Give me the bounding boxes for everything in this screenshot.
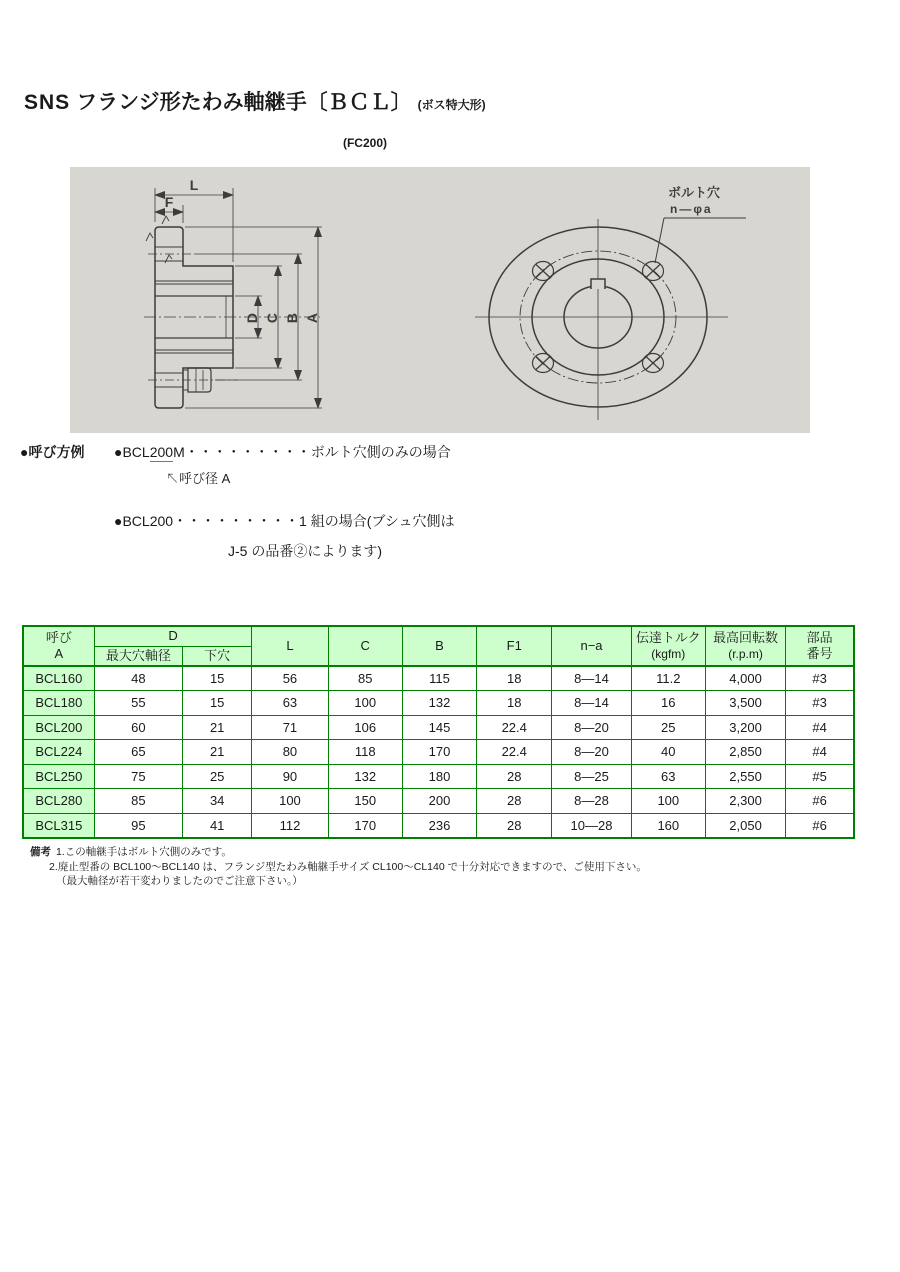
naming-example-1-annotation: ↖呼び径 A xyxy=(166,471,231,486)
value-cell: 8—20 xyxy=(552,715,631,740)
value-cell: 90 xyxy=(252,764,328,789)
table-row xyxy=(23,740,854,765)
value-cell: 200 xyxy=(402,789,476,814)
dim-label-A: A xyxy=(304,312,320,324)
model-cell: BCL280 xyxy=(23,789,94,814)
col-header-b: B xyxy=(402,626,476,666)
value-cell: 8—28 xyxy=(552,789,631,814)
value-cell: 2,550 xyxy=(705,764,785,789)
spec-table-body xyxy=(23,666,854,838)
value-cell: 48 xyxy=(94,666,182,691)
col-header-c: C xyxy=(328,626,402,666)
value-cell: 180 xyxy=(402,764,476,789)
note-line-2: 2.廃止型番の BCL100〜BCL140 は、フランジ型たわみ軸継手サイズ CL100〜CL140 で十分対応できますので、ご使用下さい。 xyxy=(49,860,647,873)
col-header-name xyxy=(23,626,94,666)
value-cell: #3 xyxy=(786,691,854,716)
value-cell: 18 xyxy=(477,666,552,691)
col-header-d-max: 最大穴軸径 xyxy=(94,646,182,666)
value-cell: 15 xyxy=(183,691,252,716)
dim-label-F: F xyxy=(164,194,174,210)
model-cell: BCL180 xyxy=(23,691,94,716)
col-header-rpm-unit: (r.p.m) xyxy=(728,646,763,661)
dim-label-C: C xyxy=(264,312,280,324)
value-cell: 2,300 xyxy=(705,789,785,814)
table-row xyxy=(23,715,854,740)
example-1-description: ボルト穴側のみの場合 xyxy=(310,444,451,460)
col-header-torque xyxy=(631,626,705,666)
naming-example-1 xyxy=(114,442,451,462)
spec-table xyxy=(22,625,855,839)
col-header-rpm-line1: 最高回転数 xyxy=(713,630,779,646)
col-header-f1: F1 xyxy=(477,626,552,666)
value-cell: 85 xyxy=(94,789,182,814)
model-cell: BCL160 xyxy=(23,666,94,691)
code-suffix: M xyxy=(173,444,185,460)
front-view xyxy=(475,218,746,420)
value-cell: 28 xyxy=(477,764,552,789)
table-row xyxy=(23,789,854,814)
value-cell: 40 xyxy=(631,740,705,765)
dim-label-L: L xyxy=(189,177,199,193)
value-cell: #3 xyxy=(786,666,854,691)
model-cell: BCL224 xyxy=(23,740,94,765)
value-cell: 65 xyxy=(94,740,182,765)
value-cell: 160 xyxy=(631,813,705,838)
col-header-name-line2: A xyxy=(54,646,64,661)
value-cell: 132 xyxy=(402,691,476,716)
table-row xyxy=(23,691,854,716)
bolt-hole-label xyxy=(668,185,720,216)
value-cell: 100 xyxy=(328,691,402,716)
col-header-na: n−a xyxy=(552,626,631,666)
value-cell: 170 xyxy=(402,740,476,765)
value-cell: 150 xyxy=(328,789,402,814)
value-cell: #4 xyxy=(786,740,854,765)
value-cell: 22.4 xyxy=(477,715,552,740)
page-title xyxy=(24,86,486,116)
col-header-torque-unit: (kgfm) xyxy=(651,646,686,661)
value-cell: #4 xyxy=(786,715,854,740)
value-cell: 8—14 xyxy=(552,666,631,691)
note-line-1 xyxy=(30,845,647,860)
col-header-part-line1: 部品 xyxy=(806,629,833,645)
value-cell: 63 xyxy=(252,691,328,716)
value-cell: 55 xyxy=(94,691,182,716)
leader-dots: ・・・・・・・・・ xyxy=(184,444,311,460)
value-cell: 236 xyxy=(402,813,476,838)
value-cell: 112 xyxy=(252,813,328,838)
value-cell: 15 xyxy=(183,666,252,691)
model-cell: BCL250 xyxy=(23,764,94,789)
value-cell: 132 xyxy=(328,764,402,789)
value-cell: 145 xyxy=(402,715,476,740)
material-spec: (FC200) xyxy=(342,136,387,150)
value-cell: 8—20 xyxy=(552,740,631,765)
value-cell: 18 xyxy=(477,691,552,716)
value-cell: 22.4 xyxy=(477,740,552,765)
code-prefix: BCL xyxy=(122,444,150,460)
value-cell: 2,050 xyxy=(705,813,785,838)
value-cell: 115 xyxy=(402,666,476,691)
notes xyxy=(30,845,647,889)
col-header-l: L xyxy=(252,626,328,666)
col-header-part xyxy=(786,626,854,666)
coupling-drawing xyxy=(70,167,810,433)
model-cell: BCL315 xyxy=(23,813,94,838)
naming-example-2-line2: J-5 の品番②によります) xyxy=(228,543,382,559)
value-cell: 8—14 xyxy=(552,691,631,716)
value-cell: 106 xyxy=(328,715,402,740)
value-cell: 10—28 xyxy=(552,813,631,838)
notes-label: 備考 xyxy=(30,846,51,858)
naming-heading: ●呼び方例 xyxy=(20,444,85,460)
value-cell: 21 xyxy=(183,715,252,740)
col-header-name-line1: 呼び xyxy=(45,629,72,645)
value-cell: 100 xyxy=(252,789,328,814)
dimension-lines xyxy=(155,188,322,408)
value-cell: 25 xyxy=(183,764,252,789)
value-cell: 34 xyxy=(183,789,252,814)
page-title-text: フランジ形たわみ軸継手〔ＢＣＬ〕 xyxy=(76,91,412,114)
value-cell: 100 xyxy=(631,789,705,814)
value-cell: #6 xyxy=(786,789,854,814)
bolt-hole-label-line2: n—φa xyxy=(670,202,713,216)
value-cell: 80 xyxy=(252,740,328,765)
value-cell: 28 xyxy=(477,789,552,814)
value-cell: 170 xyxy=(328,813,402,838)
col-header-d-pilot: 下穴 xyxy=(183,646,252,666)
value-cell: 85 xyxy=(328,666,402,691)
value-cell: 2,850 xyxy=(705,740,785,765)
note-line-3: （最大軸径が若干変わりましたのでご注意下さい。） xyxy=(56,875,303,887)
table-row xyxy=(23,813,854,838)
naming-example-2-line1: ●BCL200・・・・・・・・・1 組の場合(ブシュ穴側は xyxy=(114,513,455,529)
value-cell: 8—25 xyxy=(552,764,631,789)
col-header-torque-line1: 伝達トルク xyxy=(635,630,701,646)
table-row xyxy=(23,764,854,789)
value-cell: 3,200 xyxy=(705,715,785,740)
note-1-text: 1.この軸継手はボルト穴側のみです。 xyxy=(56,846,232,858)
value-cell: 4,000 xyxy=(705,666,785,691)
model-cell: BCL200 xyxy=(23,715,94,740)
dimension-labels xyxy=(165,177,320,323)
col-header-rpm xyxy=(705,626,785,666)
value-cell: 28 xyxy=(477,813,552,838)
side-section-view xyxy=(144,216,320,408)
value-cell: 60 xyxy=(94,715,182,740)
value-cell: 95 xyxy=(94,813,182,838)
table-row xyxy=(23,666,854,691)
code-size-underlined: 200 xyxy=(149,444,174,460)
value-cell: 71 xyxy=(252,715,328,740)
bullet: ● xyxy=(114,444,123,460)
value-cell: #6 xyxy=(786,813,854,838)
value-cell: 41 xyxy=(183,813,252,838)
col-header-part-line2: 番号 xyxy=(806,646,833,661)
value-cell: 21 xyxy=(183,740,252,765)
page-title-note: (ボス特大形) xyxy=(417,98,486,112)
value-cell: 11.2 xyxy=(631,666,705,691)
value-cell: 56 xyxy=(252,666,328,691)
value-cell: 25 xyxy=(631,715,705,740)
col-header-d: D xyxy=(94,626,252,646)
value-cell: 118 xyxy=(328,740,402,765)
value-cell: 3,500 xyxy=(705,691,785,716)
bolt-hole-label-line1: ボルト穴 xyxy=(668,185,721,200)
value-cell: 16 xyxy=(631,691,705,716)
value-cell: 63 xyxy=(631,764,705,789)
dim-label-D: D xyxy=(244,312,260,324)
brand-logo: SNS xyxy=(24,91,71,114)
value-cell: #5 xyxy=(786,764,854,789)
value-cell: 75 xyxy=(94,764,182,789)
dim-label-B: B xyxy=(284,312,300,324)
technical-drawing xyxy=(70,167,810,433)
